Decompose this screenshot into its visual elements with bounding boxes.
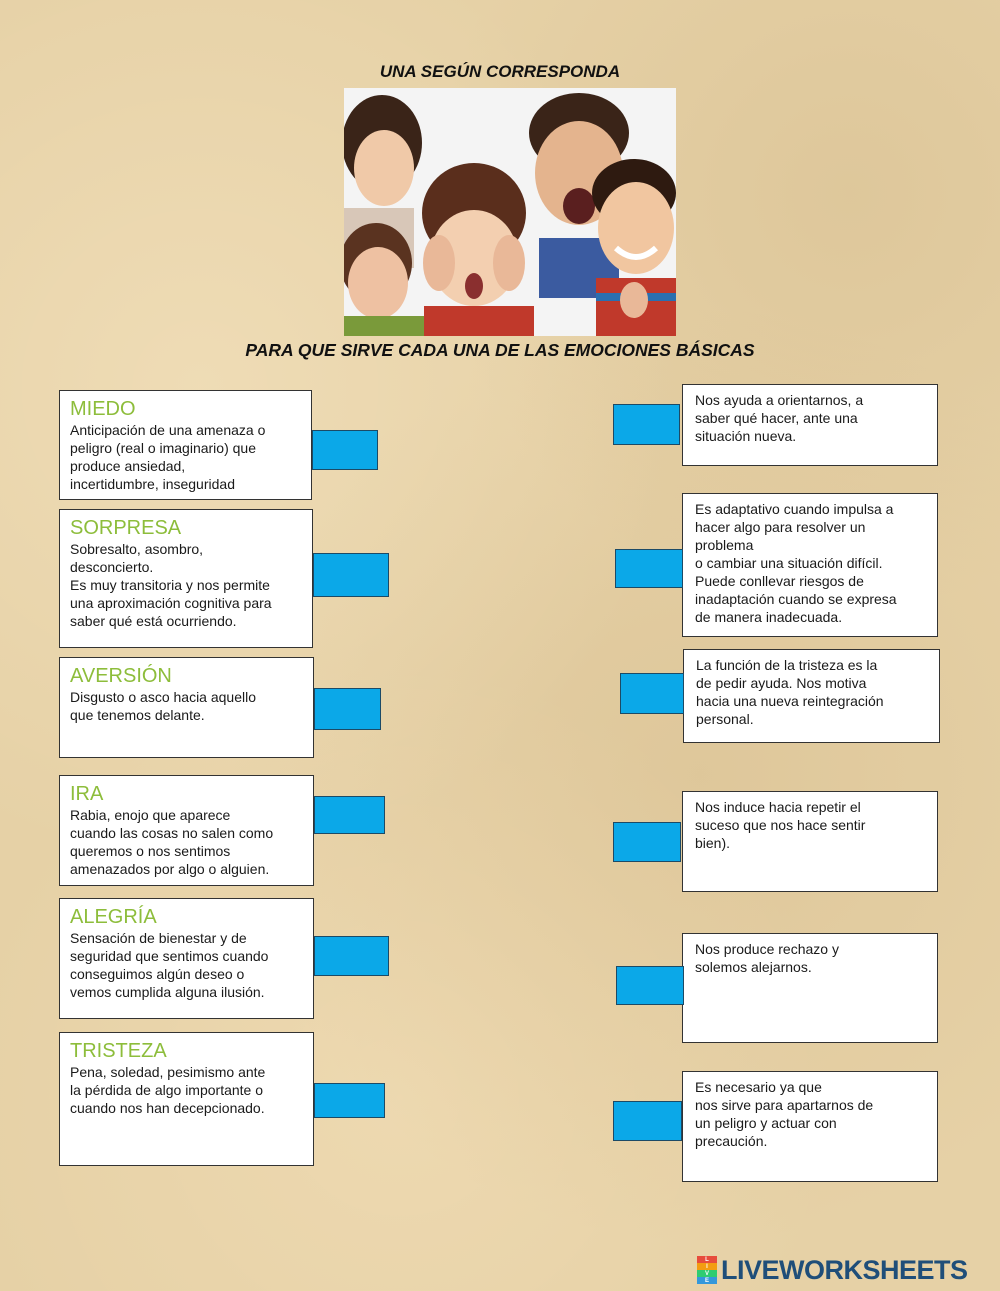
emotion-name: ALEGRÍA [70,906,157,928]
worksheet-subtitle: PARA QUE SIRVE CADA UNA DE LAS EMOCIONES BÁSICAS [245,340,755,360]
function-card-4: Nos induce hacia repetir el suceso que nos hace sentir bien). [682,791,938,892]
emotion-description: Rabia, enojo que aparece cuando las cosas no salen como queremos o nos sentimos amenazados por algo o alguien. [70,807,274,877]
emotion-description: Anticipación de una amenaza o peligro (real o imaginario) que produce ansiedad, incertidumbre, inseguridad [70,422,266,492]
emotion-card-miedo [59,390,312,500]
function-card-3: La función de la tristeza es la de pedir ayuda. Nos motiva hacia una nueva reintegración personal. [683,649,940,743]
left-match-slot-4[interactable] [314,796,385,834]
emotion-description: Pena, soledad, pesimismo ante la pérdida de algo importante o cuando nos han decepcionado. [70,1064,266,1116]
left-match-slot-3[interactable] [314,688,381,730]
emotion-card-aversion [59,657,314,758]
right-match-slot-5[interactable] [616,966,684,1005]
children-emotions-photo [344,88,676,336]
function-card-2: Es adaptativo cuando impulsa a hacer algo para resolver un problema o cambiar una situación difícil. Puede conllevar riesgos de inadaptación cuando se expresa de manera inadecuada. [682,493,938,637]
emotion-name: SORPRESA [70,517,182,539]
liveworksheets-logo [697,1253,968,1287]
live-badge-icon [697,1256,717,1284]
emotion-name: IRA [70,783,104,805]
emotion-card-ira [59,775,314,886]
badge-letter: I [697,1263,717,1270]
badge-letter: E [697,1277,717,1284]
emotion-name: MIEDO [70,398,136,420]
right-match-slot-4[interactable] [613,822,681,862]
badge-letter: V [697,1270,717,1277]
badge-letter: L [697,1256,717,1263]
emotion-card-sorpresa [59,509,313,648]
right-match-slot-3[interactable] [620,673,684,714]
function-card-6: Es necesario ya que nos sirve para apartarnos de un peligro y actuar con precaución. [682,1071,938,1182]
function-card-1: Nos ayuda a orientarnos, a saber qué hacer, ante una situación nueva. [682,384,938,466]
right-match-slot-1[interactable] [613,404,680,445]
left-match-slot-2[interactable] [313,553,389,597]
right-match-slot-6[interactable] [613,1101,682,1141]
emotion-card-tristeza [59,1032,314,1166]
left-match-slot-5[interactable] [314,936,389,976]
emotion-name: AVERSIÓN [70,665,172,687]
emotion-name: TRISTEZA [70,1040,167,1062]
children-illustration [344,88,676,336]
brand-name: LIVEWORKSHEETS [721,1254,968,1285]
worksheet-title: UNA SEGÚN CORRESPONDA [379,62,621,81]
right-match-slot-2[interactable] [615,549,683,588]
function-card-5: Nos produce rechazo y solemos alejarnos. [682,933,938,1043]
emotion-description: Disgusto o asco hacia aquello que tenemos delante. [70,689,257,723]
left-match-slot-6[interactable] [314,1083,385,1118]
emotion-card-alegria [59,898,314,1019]
emotion-description: Sobresalto, asombro, desconcierto. Es muy transitoria y nos permite una aproximación cognitiva para saber qué está ocurriendo. [70,541,272,629]
left-match-slot-1[interactable] [312,430,378,470]
emotion-description: Sensación de bienestar y de seguridad que sentimos cuando conseguimos algún deseo o vemos cumplida alguna ilusión. [70,930,269,1000]
